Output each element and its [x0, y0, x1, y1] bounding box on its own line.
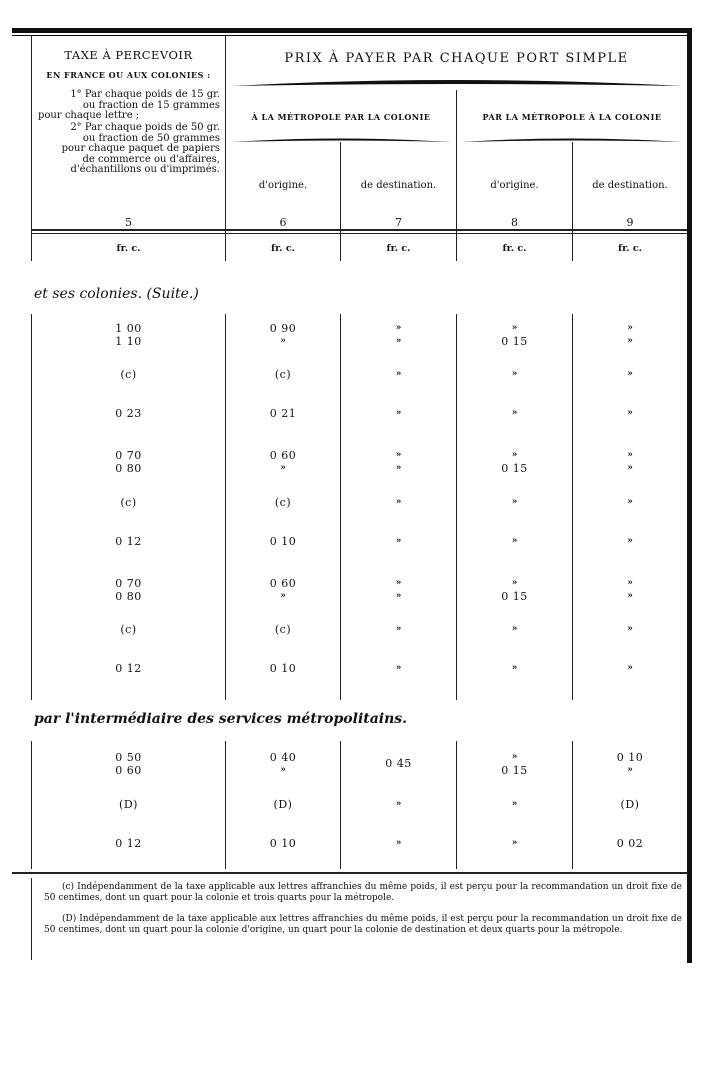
table-cell-c6 [226, 322, 340, 348]
table-cell-c6 [226, 368, 340, 381]
ditto-mark: » [511, 408, 518, 418]
cell-value: (c) [274, 496, 292, 509]
ditto-mark: » [395, 408, 402, 418]
unit-col-6: fr. c. [271, 243, 295, 254]
table-cell-c7 [341, 798, 456, 811]
table-cell-c6 [226, 535, 340, 548]
ditto-mark: » [280, 336, 286, 346]
footnote-d: (D) Indépendamment de la taxe applicable aux lettres affranchies du même poids, il est perçu pour la recommandation un droit fixe de 50 centimes, dont un quart pour la colonie d'origine, un quart pour la colonie de destination et deux quarts pour la métropole. [44, 914, 682, 935]
cell-value: 0 70 [115, 577, 142, 590]
table-cell-c8 [457, 623, 572, 636]
table-cell-c5 [32, 577, 225, 603]
table-cell-c6 [226, 449, 340, 475]
table-cell-c9 [573, 535, 687, 548]
cell-value: 0 12 [115, 535, 142, 548]
table-cell-c8 [457, 662, 572, 675]
cell-value: 0 12 [115, 837, 142, 850]
table-cell-c8 [457, 837, 572, 850]
table-cell-c8 [457, 577, 572, 603]
desc-line: 2° Par chaque poids de 50 gr. [70, 122, 220, 133]
table-cell-c9 [573, 407, 687, 420]
tax-description-1 [32, 90, 220, 122]
desc-line: de commerce ou d'affaires, [82, 153, 220, 165]
table-cell-c7 [341, 449, 456, 475]
ditto-mark: » [280, 591, 286, 601]
ditto-mark: » [511, 536, 518, 546]
ditto-mark: » [511, 578, 518, 588]
ditto-mark: » [627, 463, 633, 473]
ditto-mark: » [395, 799, 402, 809]
cell-value: 0 12 [115, 662, 142, 675]
table-cell-c8 [457, 368, 572, 381]
table-cell-c8 [457, 751, 572, 777]
cell-value: 0 10 [269, 535, 297, 548]
table-cell-c5 [32, 837, 225, 850]
ditto-mark: » [395, 663, 402, 673]
ditto-mark: » [511, 663, 518, 673]
ditto-mark: » [511, 838, 518, 848]
ditto-mark: » [627, 591, 633, 601]
unit-col-7: fr. c. [386, 243, 411, 254]
ditto-mark: » [627, 336, 633, 346]
ditto-mark: » [627, 765, 633, 775]
cell-value: 0 21 [269, 407, 297, 420]
ditto-mark: » [280, 765, 286, 775]
desc-line: d'échantillons ou d'imprimés. [70, 164, 220, 175]
col-6-label: d'origine. [258, 180, 308, 191]
ditto-mark: » [627, 536, 633, 546]
ditto-mark: » [395, 624, 402, 634]
ditto-mark: » [395, 450, 402, 460]
table-cell-c5 [32, 662, 225, 675]
table-cell-c9 [573, 449, 687, 475]
table-cell-c6 [226, 751, 340, 777]
table-cell-c9 [573, 368, 687, 381]
table-cell-c8 [457, 798, 572, 811]
cell-value: 0 15 [501, 590, 528, 603]
table-cell-c9 [573, 623, 687, 636]
table-cell-c7 [341, 662, 456, 675]
table-cell-c5 [32, 535, 225, 548]
ditto-mark: » [395, 369, 402, 379]
footnote-left-rule [31, 878, 32, 960]
header-rule-units [32, 233, 687, 234]
col-9-label: de destination. [592, 180, 668, 191]
cell-value: 0 90 [269, 322, 297, 335]
tax-description-2 [32, 123, 220, 176]
ditto-mark: » [395, 497, 402, 507]
cell-value: 0 10 [269, 837, 297, 850]
table-cell-c8 [457, 407, 572, 420]
table-cell-c7 [341, 837, 456, 850]
table-cell-c9 [573, 798, 687, 811]
ditto-mark: » [280, 463, 286, 473]
ditto-mark: » [627, 497, 633, 507]
table-cell-c6 [226, 662, 340, 675]
table-cell-c7 [341, 496, 456, 509]
table-cell-c7 [341, 535, 456, 548]
ditto-mark: » [395, 323, 402, 333]
ditto-mark: » [627, 369, 633, 379]
ditto-mark: » [511, 752, 518, 762]
table-cell-c7 [341, 577, 456, 603]
ditto-mark: » [627, 408, 633, 418]
table-cell-c9 [573, 751, 687, 777]
table-cell-c5 [32, 449, 225, 475]
ditto-mark: » [395, 578, 402, 588]
header-rule-numbers [32, 229, 687, 231]
cell-value: 0 80 [115, 462, 142, 475]
unit-col-5: fr. c. [116, 243, 141, 254]
footnote-rule [12, 872, 688, 874]
cell-value: 0 40 [269, 751, 297, 764]
cell-value: (c) [274, 368, 292, 381]
table-cell-c5 [32, 496, 225, 509]
table-cell-c8 [457, 496, 572, 509]
section-title-2: par l'intermédiaire des services métropolitains. [34, 711, 408, 727]
unit-col-8: fr. c. [502, 243, 527, 254]
cell-value: 0 10 [269, 662, 297, 675]
ditto-mark: » [511, 450, 518, 460]
table-cell-c7 [341, 757, 456, 770]
cell-value: 0 23 [115, 407, 142, 420]
cell-value: 0 60 [269, 449, 297, 462]
table-cell-c9 [573, 577, 687, 603]
table-cell-c8 [457, 449, 572, 475]
cell-value: 1 10 [115, 335, 142, 348]
table-cell-c6 [226, 798, 340, 811]
ditto-mark: » [627, 624, 633, 634]
price-title: PRIX À PAYER PAR CHAQUE PORT SIMPLE [284, 51, 629, 66]
col-number-9: 9 [626, 216, 634, 229]
col-number-5: 5 [125, 216, 132, 229]
table-cell-c5 [32, 322, 225, 348]
cell-value: (c) [120, 368, 137, 381]
cell-value: 0 80 [115, 590, 142, 603]
desc-line: ou fraction de 50 grammes [82, 132, 220, 144]
cell-value: 0 02 [616, 837, 644, 850]
ditto-mark: » [627, 663, 633, 673]
desc-line: 1° Par chaque poids de 15 gr. [70, 89, 220, 100]
table-cell-c9 [573, 322, 687, 348]
table-cell-c6 [226, 496, 340, 509]
ditto-mark: » [511, 624, 518, 634]
table-cell-c8 [457, 535, 572, 548]
cell-value: 0 10 [616, 751, 644, 764]
table-cell-c6 [226, 623, 340, 636]
col-number-8: 8 [511, 216, 518, 229]
table-cell-c9 [573, 496, 687, 509]
table-cell-c6 [226, 577, 340, 603]
unit-col-9: fr. c. [618, 243, 642, 254]
table-cell-c5 [32, 368, 225, 381]
table-cell-c7 [341, 407, 456, 420]
table-cell-c5 [32, 798, 225, 811]
cell-value: 0 15 [501, 335, 528, 348]
col-7-label: de destination. [360, 180, 437, 191]
cell-value: (c) [120, 496, 137, 509]
desc-line: ou fraction de 15 grammes [82, 99, 220, 111]
cell-value: (c) [274, 623, 292, 636]
table-cell-c9 [573, 837, 687, 850]
cell-value: 1 00 [115, 322, 142, 335]
footnote-c: (c) Indépendamment de la taxe applicable aux lettres affranchies du même poids, il est perçu pour la recommandation un droit fixe de 50 centimes, dont un quart pour la colonie et trois quarts pour la métropole. [44, 882, 682, 903]
table-cell-c9 [573, 662, 687, 675]
ditto-mark: » [627, 578, 633, 588]
cell-value: 0 15 [501, 764, 528, 777]
col-number-6: 6 [279, 216, 287, 229]
group-left-label: À LA MÉTROPOLE PAR LA COLONIE [251, 112, 431, 122]
ditto-mark: » [511, 369, 518, 379]
ditto-mark: » [395, 591, 402, 601]
ditto-mark: » [395, 536, 402, 546]
cell-value: (c) [120, 623, 137, 636]
col-8-label: d'origine. [490, 180, 539, 191]
table-cell-c5 [32, 407, 225, 420]
ditto-mark: » [627, 323, 633, 333]
section-title-1: et ses colonies. (Suite.) [34, 286, 199, 302]
tax-subtitle: EN FRANCE OU AUX COLONIES : [46, 70, 211, 80]
table-cell-c5 [32, 623, 225, 636]
table-cell-c7 [341, 322, 456, 348]
ditto-mark: » [627, 450, 633, 460]
table-cell-c7 [341, 368, 456, 381]
cell-value: (D) [273, 798, 293, 811]
ditto-mark: » [395, 336, 402, 346]
table-cell-c5 [32, 751, 225, 777]
desc-line: pour chaque paquet de papiers [61, 143, 220, 154]
ditto-mark: » [511, 497, 518, 507]
cell-value: 0 60 [269, 577, 297, 590]
ditto-mark: » [395, 838, 402, 848]
cell-value: 0 50 [115, 751, 142, 764]
ditto-mark: » [395, 463, 402, 473]
cell-value: 0 60 [115, 764, 142, 777]
ditto-mark: » [511, 799, 518, 809]
group-right-label: PAR LA MÉTROPOLE À LA COLONIE [482, 112, 662, 122]
cell-value: 0 70 [115, 449, 142, 462]
col-number-7: 7 [395, 216, 402, 229]
cell-value: (D) [119, 798, 138, 811]
ditto-mark: » [511, 323, 518, 333]
table-cell-c8 [457, 322, 572, 348]
desc-line: pour chaque lettre ; [38, 110, 140, 121]
cell-value: 0 15 [501, 462, 528, 475]
table-cell-c7 [341, 623, 456, 636]
table-cell-c6 [226, 837, 340, 850]
table-cell-c6 [226, 407, 340, 420]
cell-value: 0 45 [385, 757, 412, 770]
cell-value: (D) [620, 798, 640, 811]
tax-title: TAXE À PERCEVOIR [64, 48, 193, 62]
